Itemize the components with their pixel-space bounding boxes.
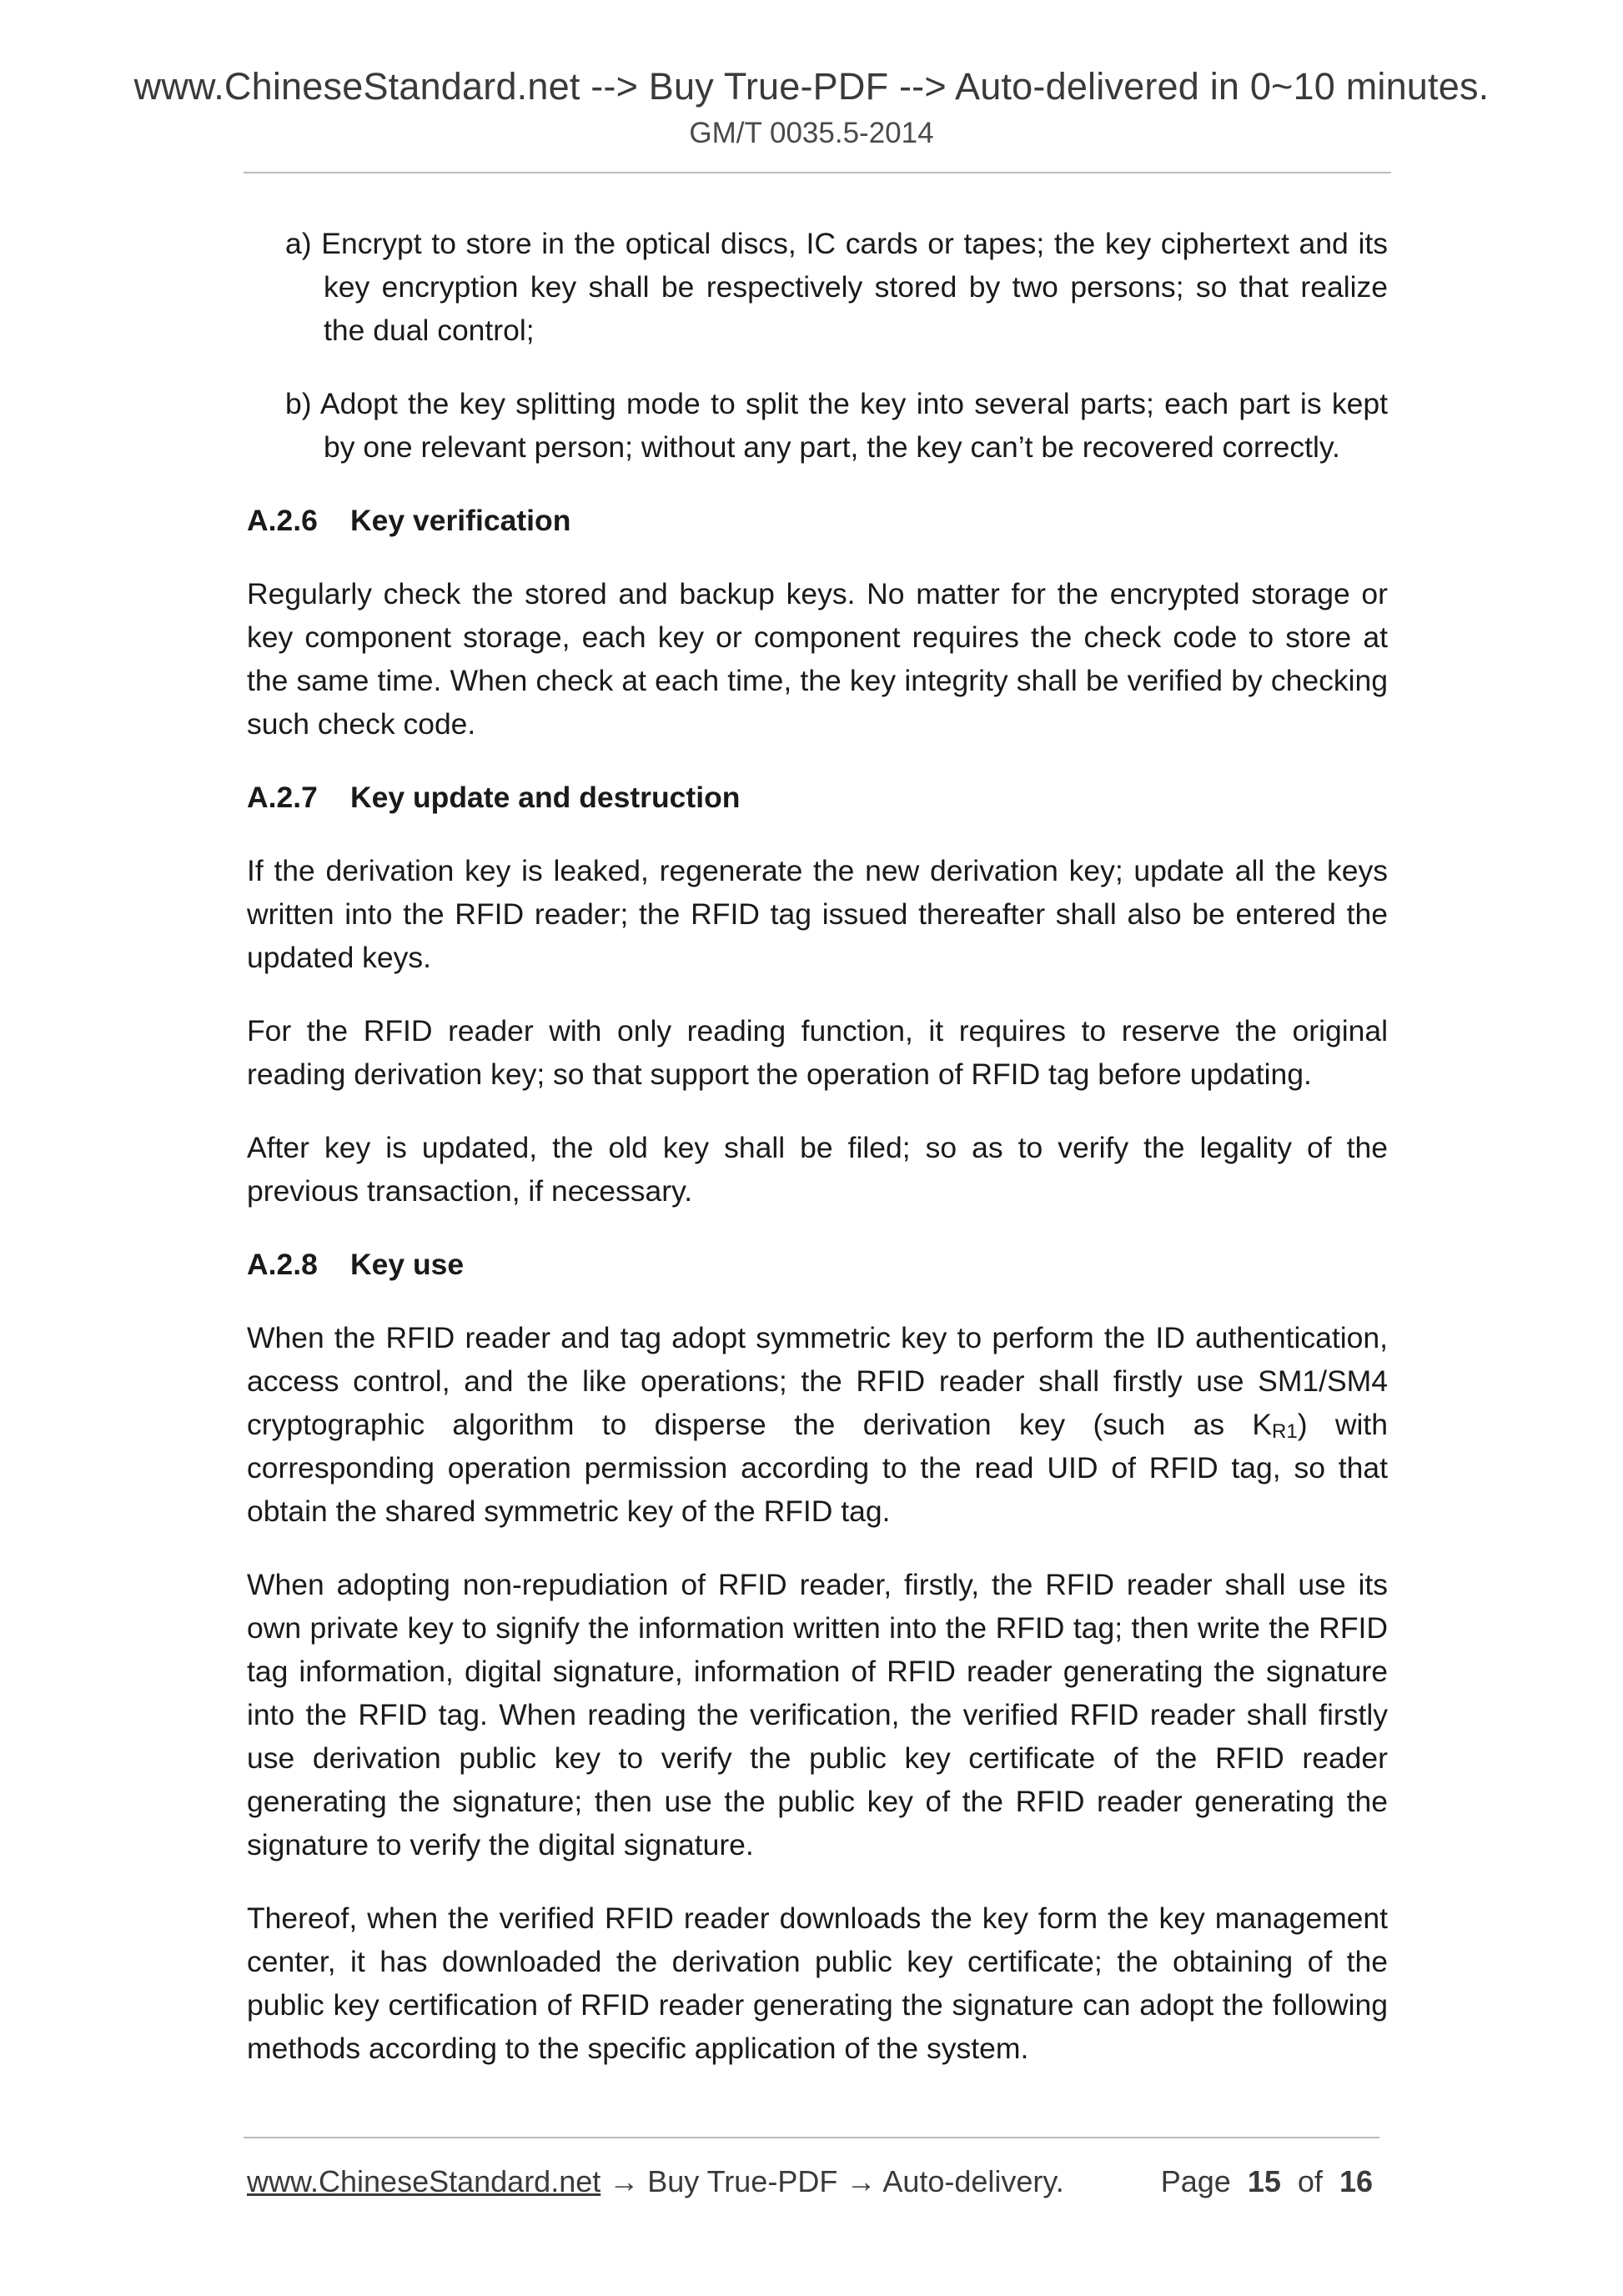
paragraph: After key is updated, the old key shall be filed; so as to verify the legality of the previous transaction, if necessary. bbox=[247, 1131, 1388, 1208]
paragraph-text: When the RFID reader and tag adopt symmetric key to perform the ID authentication, access control, and the like operations; the RFID reader shall firstly use SM1/SM4 cryptographic algorithm to disperse the derivation key (such as K bbox=[247, 1321, 1388, 1441]
paragraph: Thereof, when the verified RFID reader downloads the key form the key management center, it has downloaded the derivation public key certificate; the obtaining of the public key certification of RFID reader generating the signature can adopt the following methods according to the specific application of the system. bbox=[247, 1902, 1388, 2065]
page-footer bbox=[247, 2160, 1379, 2203]
section-title: Key verification bbox=[350, 504, 571, 537]
section-title: Key update and destruction bbox=[350, 781, 741, 814]
page-label: Page bbox=[1160, 2164, 1231, 2198]
paragraph: If the derivation key is leaked, regenerate the new derivation key; update all the keys written into the RFID reader; the RFID tag issued thereafter shall also be entered the updated keys. bbox=[247, 854, 1388, 974]
of-label: of bbox=[1297, 2164, 1323, 2198]
standard-number: GM/T 0035.5-2014 bbox=[689, 117, 934, 149]
page-total: 16 bbox=[1339, 2164, 1373, 2198]
list-item: b) Adopt the key splitting mode to split the key into several parts; each part is kept by one relevant person; without any part, the key can’t be recovered correctly. bbox=[285, 387, 1388, 464]
page-counter bbox=[1161, 2160, 1373, 2203]
page-number: 15 bbox=[1247, 2164, 1281, 2198]
section-heading bbox=[247, 499, 1388, 542]
paragraph: When adopting non-repudiation of RFID reader, firstly, the RFID reader shall use its own private key to signify the information written into the RFID tag; then write the RFID tag information, digital signature, information of RFID reader generating the signature into the RFID tag. When reading the verification, the verified RFID reader shall firstly use derivation public key to verify the public key certificate of the RFID reader generating the signature; then use the public key of the RFID reader generating the signature to verify the digital signature. bbox=[247, 1568, 1388, 1861]
paragraph: Regularly check the stored and backup keys. No matter for the encrypted storage or key component storage, each key or component requires the check code to store at the same time. When check at each time, the key integrity shall be verified by checking such check code. bbox=[247, 577, 1388, 741]
paragraph bbox=[247, 1316, 1388, 1533]
section-number: A.2.6 bbox=[247, 504, 318, 537]
section-number: A.2.8 bbox=[247, 1248, 318, 1281]
document-body bbox=[247, 222, 1388, 2100]
list-item: a) Encrypt to store in the optical discs, IC cards or tapes; the key ciphertext and its key encryption key shall be respectively stored by two persons; so that realize the dual control; bbox=[285, 227, 1388, 347]
footer-divider bbox=[244, 2137, 1379, 2138]
subscript: R1 bbox=[1272, 1420, 1298, 1443]
footer-tagline: → Buy True-PDF → Auto-delivery. bbox=[600, 2164, 1064, 2198]
header-divider bbox=[244, 172, 1391, 173]
section-heading bbox=[247, 1243, 1388, 1286]
section-title: Key use bbox=[350, 1248, 465, 1281]
section-heading bbox=[247, 776, 1388, 819]
header-banner: www.ChineseStandard.net --> Buy True-PDF --> Auto-delivered in 0~10 minutes. bbox=[133, 65, 1490, 108]
footer-site-link[interactable]: www.ChineseStandard.net bbox=[247, 2164, 601, 2198]
paragraph-text: ) with corresponding operation permission according to the read UID of RFID tag, so that obtain the shared symmetric key of the RFID tag. bbox=[247, 1408, 1388, 1528]
footer-left bbox=[247, 2160, 1064, 2203]
paragraph: For the RFID reader with only reading function, it requires to reserve the original reading derivation key; so that support the operation of RFID tag before updating. bbox=[247, 1014, 1388, 1091]
section-number: A.2.7 bbox=[247, 781, 318, 814]
